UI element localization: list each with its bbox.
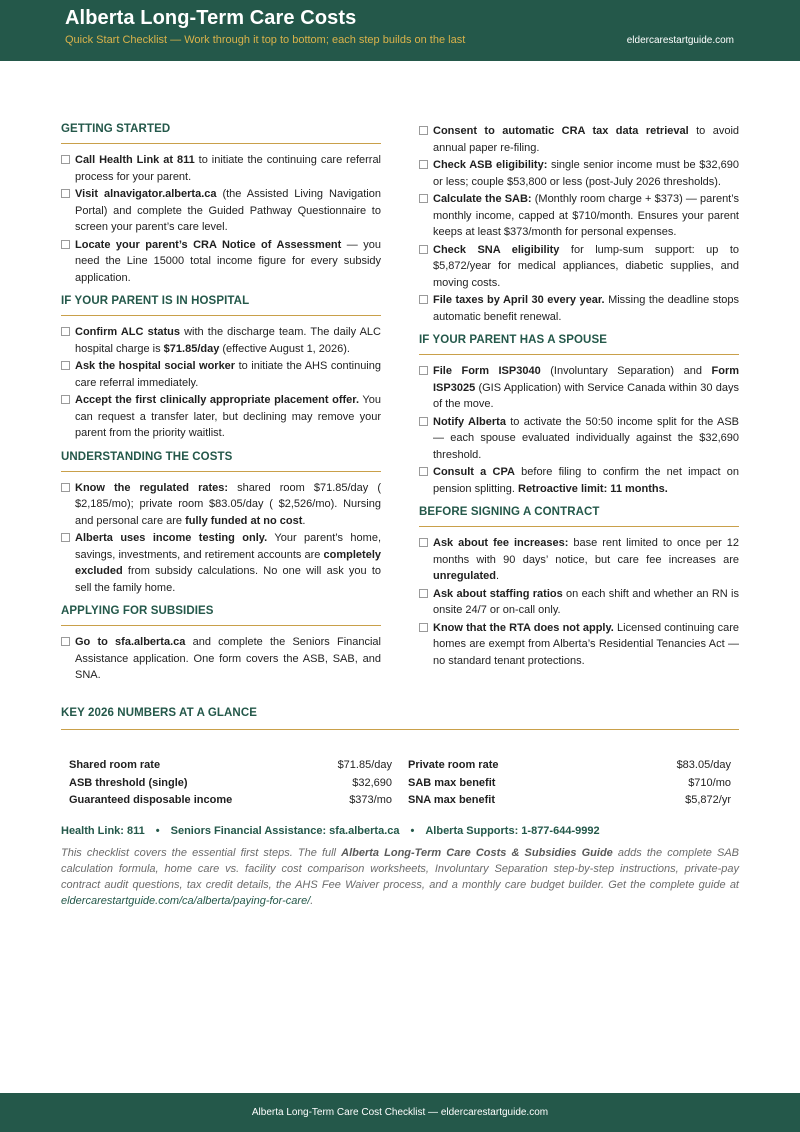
checklist-item-emphasis: fully funded at no cost [185, 514, 303, 527]
checklist-item-emphasis: completely excluded [75, 548, 381, 577]
checkbox[interactable] [419, 467, 428, 476]
checkbox[interactable] [61, 395, 70, 404]
checklist-item-emphasis: Consent to automatic CRA tax data retrieval [433, 125, 689, 137]
checklist-item [61, 358, 381, 391]
checklist-item-text: Licensed continuing care homes are exempt from Alberta’s Residential Tenancies Act — no standard tenant protections. [433, 621, 739, 667]
key-number-label: Shared room rate [69, 759, 161, 771]
key-number-row [408, 777, 731, 795]
key-number-label: SAB max benefit [408, 776, 496, 789]
key-number-row [69, 794, 392, 812]
checkbox[interactable] [61, 361, 70, 370]
checklist-item-emphasis: Ask about staffing ratios [433, 587, 563, 600]
key-number-value: $373/mo [349, 794, 392, 806]
key-number-row [69, 777, 392, 795]
checklist-item [419, 123, 739, 156]
key-numbers-section [61, 707, 739, 806]
checklist-section-getting-started [61, 123, 381, 286]
key-number-value: $32,690 [352, 776, 392, 789]
checklist-item-text: before filing to confirm the net impact on pension splitting. [433, 466, 739, 495]
checklist-item-emphasis: Calculate the SAB: [433, 193, 532, 205]
checklist-item-emphasis: unregulated [433, 570, 496, 582]
sfa-contact[interactable]: Seniors Financial Assistance: sfa.alberta.ca [170, 825, 400, 837]
key-number-row [408, 759, 731, 777]
checklist-item [419, 535, 739, 585]
checklist-item-text: (the Assisted Living Navigation Portal) and complete the Guided Pathway Questionnaire to screen your parent’s care level. [75, 188, 381, 233]
checklist-item-emphasis: Go to sfa.alberta.ca [75, 636, 186, 648]
checkbox[interactable] [61, 240, 70, 249]
checklist-item-text: — you need the Line 15000 total income figure for every subsidy application. [75, 238, 381, 284]
note-guide-title: Alberta Long-Term Care Costs & Subsidies Guide [341, 847, 613, 859]
checklist-item-text: . [495, 570, 500, 582]
checklist-item [419, 191, 739, 241]
section-title: IF YOUR PARENT IS IN HOSPITAL [61, 295, 381, 316]
checklist-item-emphasis: File Form ISP3040 [433, 365, 541, 377]
checklist-item-emphasis: Know that the RTA does not apply. [433, 621, 614, 634]
checklist-item-text: to initiate the AHS continuing care referral immediately. [75, 360, 381, 389]
page-subtitle: Quick Start Checklist — Work through it top to bottom; each step builds on the last [65, 34, 466, 46]
checklist-item-emphasis: Know the regulated rates: [75, 481, 229, 494]
contact-line [61, 825, 739, 837]
checkbox[interactable] [61, 637, 70, 646]
checklist-item-emphasis: File taxes by April 30 every year. [433, 294, 605, 306]
key-number-label: SNA max benefit [408, 794, 496, 806]
checklist-item-emphasis: Check ASB eligibility: [433, 159, 548, 171]
checklist-item-text: You can request a transfer later, but declining may remove your parent from the priority waitlist. [75, 394, 381, 439]
checklist-item [61, 186, 381, 236]
checklist-item [61, 480, 381, 530]
checklist-item-text: from subsidy calculations. No one will ask you to sell the family home. [75, 565, 381, 594]
page-title: Alberta Long-Term Care Costs [65, 7, 357, 29]
note-text: . [310, 895, 314, 907]
checklist-item-emphasis: Form ISP3025 [433, 365, 739, 394]
section-title: GETTING STARTED [61, 123, 381, 144]
checklist-item [419, 242, 739, 292]
checklist-item-emphasis: Notify Alberta [433, 415, 506, 428]
checkbox[interactable] [419, 295, 428, 304]
checklist-item-text: (GIS Application) with Service Canada within 30 days of the move. [433, 381, 739, 410]
checklist-item [419, 414, 739, 464]
checkbox[interactable] [61, 483, 70, 492]
checklist-item-text: Your parent’s home, savings, investments, and retirement accounts are [75, 532, 382, 561]
key-number-value: $5,872/yr [685, 794, 731, 806]
checklist-item-emphasis: Alberta uses income testing only. [75, 532, 268, 544]
checkbox[interactable] [419, 245, 428, 254]
checkbox[interactable] [61, 189, 70, 198]
checklist-item [419, 157, 739, 190]
checklist-section-if-your-parent-is-in-hospital [61, 295, 381, 442]
checkbox[interactable] [419, 194, 428, 203]
checklist-item-emphasis: Consult a CPA [433, 466, 515, 478]
checklist-item-text: shared room $71.85/day ( $2,185/mo); private room $83.05/day ( $2,526/mo). Nursing and personal care are [75, 481, 381, 527]
checklist-item-text: and complete the Seniors Financial Assistance application. One form covers the ASB, SAB, and SNA. [75, 636, 381, 681]
checklist-item-text: (effective August 1, 2026). [219, 342, 350, 355]
checklist-item-emphasis: Locate your parent’s CRA Notice of Assessment [75, 238, 342, 251]
checklist-item-text: base rent limited to once per 12 months with 90 days’ notice, but care fee increases are [433, 537, 739, 566]
checkbox[interactable] [419, 589, 428, 598]
key-number-value: $71.85/day [337, 759, 392, 771]
checklist-item [61, 237, 381, 287]
checklist-item [419, 292, 739, 325]
section-title: BEFORE SIGNING A CONTRACT [419, 506, 739, 527]
checklist-item-emphasis: Ask about fee increases: [433, 537, 569, 549]
separator-dot: • [155, 825, 160, 837]
checklist-item-text: on each shift and whether an RN is onsite 24/7 or on-call only. [433, 587, 739, 616]
checklist-section-applying-for-subsidies [61, 605, 381, 684]
note-text: adds the complete SAB calculation formula, home care vs. facility cost comparison worksheets, Involuntary Separation step-by-step instructions, private-pay contract audit questions, tax credit details, the AHS Fee Waiver process, and a monthly care budget builder. Get the complete guide at [61, 847, 740, 891]
checklist-item [419, 620, 739, 670]
note-text: This checklist covers the essential first steps. The full [61, 847, 342, 859]
checkbox[interactable] [419, 538, 428, 547]
checklist-item-emphasis: Call Health Link at 811 [75, 154, 195, 166]
checklist-item-emphasis: Retroactive limit: 11 months. [518, 482, 668, 495]
header-site-link[interactable]: eldercarestartguide.com [626, 35, 734, 46]
key-number-label: Guaranteed disposable income [69, 794, 233, 806]
checklist-item [61, 530, 381, 596]
key-number-row [69, 759, 392, 777]
right-column [419, 123, 739, 670]
footer-text: Alberta Long-Term Care Cost Checklist — eldercarestartguide.com [251, 1107, 549, 1118]
checklist-item-text: single senior income must be $32,690 or less; couple $53,800 or less (post-July 2026 thresholds). [433, 159, 739, 188]
checklist-item-text: for lump-sum support: up to $5,872/year for medical appliances, diabetic supplies, and moving costs. [433, 243, 740, 289]
key-number-value: $710/mo [688, 776, 731, 789]
checklist-item [419, 464, 739, 497]
checklist-item [61, 324, 381, 357]
checklist-item-emphasis: $71.85/day [163, 342, 220, 355]
key-number-label: Private room rate [408, 759, 499, 771]
checkbox[interactable] [419, 623, 428, 632]
health-link-contact[interactable]: Health Link: 811 [61, 825, 145, 837]
checklist-item-emphasis: Accept the first clinically appropriate placement offer. [75, 394, 359, 406]
checklist-item-text: (Monthly room charge + $373) — parent’s monthly income, capped at $710/month. Ensures your parent keeps at least $373/month for personal expenses. [433, 193, 739, 238]
checkbox[interactable] [419, 417, 428, 426]
checklist-item-text: to activate the 50:50 income split for the ASB — each spouse evaluated individually against the $32,690 threshold. [433, 415, 739, 461]
checkbox[interactable] [61, 533, 70, 542]
alberta-supports-contact[interactable]: Alberta Supports: 1-877-644-9992 [425, 825, 600, 837]
checklist-item-emphasis: Ask the hospital social worker [75, 360, 236, 372]
key-number-value: $83.05/day [676, 759, 731, 771]
checkbox[interactable] [61, 327, 70, 336]
checklist-item [419, 586, 739, 619]
checklist-section-understanding-the-costs [61, 451, 381, 597]
checklist-item-text: to initiate the continuing care referral process for your parent. [75, 154, 381, 183]
checkbox[interactable] [419, 160, 428, 169]
page-header [0, 0, 800, 61]
checklist-item-text: with the discharge team. The daily ALC hospital charge is [75, 326, 381, 355]
key-numbers-left [69, 759, 392, 812]
section-title: IF YOUR PARENT HAS A SPOUSE [419, 334, 739, 355]
checklist-section-if-your-parent-has-a-spouse [419, 334, 739, 497]
checklist-item [419, 363, 739, 413]
checklist-item [61, 152, 381, 185]
checklist-item-emphasis: Visit alnavigator.alberta.ca [75, 188, 217, 200]
section-title: APPLYING FOR SUBSIDIES [61, 605, 381, 626]
key-number-row [408, 794, 731, 812]
checklist-item [61, 392, 381, 442]
checklist-item-text: Missing the deadline stops automatic benefit renewal. [433, 294, 739, 323]
checklist-item-emphasis: Confirm ALC status [75, 326, 180, 338]
checklist-item [61, 634, 381, 684]
checklist-item-emphasis: Check SNA eligibility [433, 243, 560, 256]
checklist-section-continued [419, 123, 739, 325]
checklist-item-text: . [302, 514, 306, 527]
left-column [61, 123, 381, 685]
key-number-label: ASB threshold (single) [69, 776, 188, 789]
checkbox[interactable] [61, 155, 70, 164]
page-footer [0, 1093, 800, 1132]
checklist-section-before-signing-a-contract [419, 506, 739, 669]
separator-dot: • [410, 825, 415, 837]
key-numbers-title: KEY 2026 NUMBERS AT A GLANCE [61, 707, 739, 730]
checklist-item-text: (Involuntary Separation) and [540, 365, 712, 377]
section-title: UNDERSTANDING THE COSTS [61, 451, 381, 472]
guide-note [61, 845, 739, 909]
checkbox[interactable] [419, 366, 428, 375]
key-numbers-right [408, 759, 731, 812]
checkbox[interactable] [419, 126, 428, 135]
note-guide-link[interactable]: eldercarestartguide.com/ca/alberta/paying-for-care/ [61, 895, 311, 907]
checklist-item-text: to avoid annual paper re-filing. [433, 125, 740, 154]
